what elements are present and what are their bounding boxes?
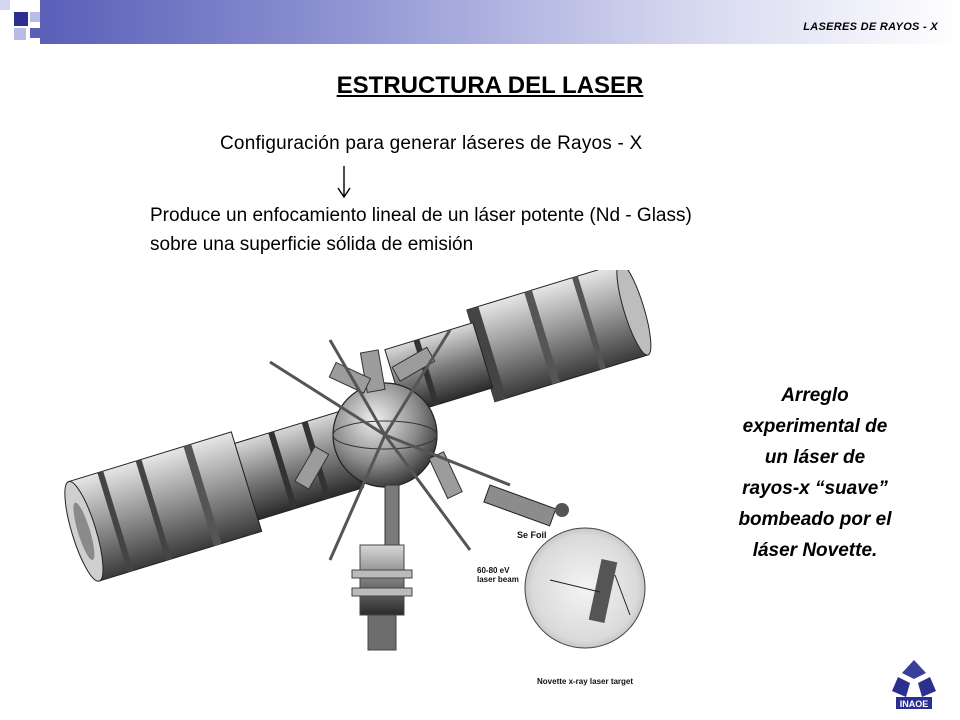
lower-left-tube [57, 400, 367, 585]
label-se-foil: Se Foil [517, 530, 547, 540]
caption-line: rayos-x “suave” [742, 478, 888, 499]
logo-text: INAOE [899, 699, 929, 709]
header-label: LASERES DE RAYOS - X [803, 21, 938, 33]
figure-caption [700, 380, 930, 566]
label-target: Novette x-ray laser target [537, 677, 634, 686]
slide-title: ESTRUCTURA DEL LASER [336, 72, 644, 99]
laser-apparatus-figure [30, 270, 690, 690]
body-line-2: sobre una superficie sólida de emisión [150, 234, 474, 255]
inaoe-logo [886, 657, 942, 713]
slide-subtitle: Configuración para generar láseres de Rayos - X [220, 133, 643, 154]
deco-square-mid [30, 28, 40, 38]
slide-body [150, 201, 870, 259]
caption-line: láser Novette. [752, 540, 878, 561]
caption-line: bombeado por el [738, 509, 892, 530]
lower-beam-bundle [352, 545, 412, 650]
deco-square-dark [14, 12, 28, 26]
target-inset [525, 528, 645, 648]
caption-line: experimental de [742, 416, 888, 437]
deco-square-light [14, 28, 26, 40]
arrow-down-icon [334, 164, 354, 200]
label-laser-beam: laser beam [477, 575, 519, 584]
body-line-1: Produce un enfocamiento lineal de un láser potente (Nd - Glass) [150, 205, 692, 226]
deco-square-light [0, 0, 10, 10]
caption-line: Arreglo [781, 385, 849, 406]
label-energy: 60-80 eV [477, 566, 510, 575]
caption-line: un láser de [764, 447, 866, 468]
deco-square-light [30, 12, 40, 22]
